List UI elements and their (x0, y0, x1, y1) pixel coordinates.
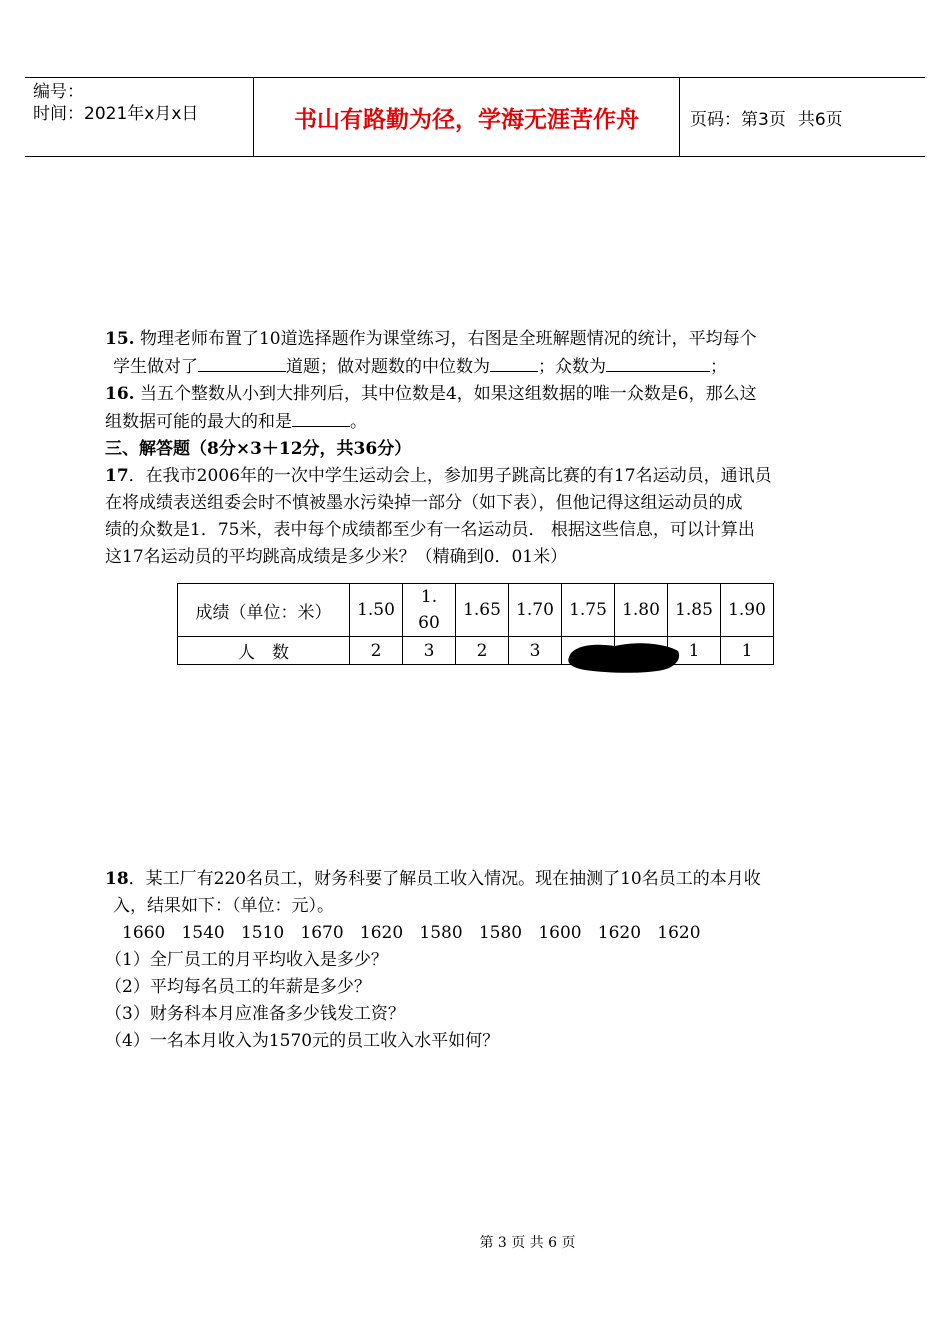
table-cell: 1.85 (668, 584, 721, 637)
number-label: 编号： (33, 82, 84, 102)
table-cell: 1.80 (615, 584, 668, 637)
q18-sub2: （2）平均每名员工的年薪是多少？ (105, 977, 371, 997)
table-cell-wrapped: 1.60 (418, 587, 440, 633)
q15-blank2[interactable] (490, 353, 538, 372)
q15-line1 (105, 326, 850, 353)
q18-text1: ．某工厂有220名员工，财务科要了解员工收入情况。现在抽测了10名员工的本月收 (128, 869, 761, 889)
q16-line2 (105, 408, 850, 436)
section3-title: 三、解答题（8分×3＋12分，共36分） (105, 439, 412, 459)
high-jump-table (177, 583, 774, 665)
table-cell (403, 584, 456, 637)
page-code-prefix: 页码：第3页 (690, 109, 786, 130)
q15-text2b: 道题；做对题数的中位数为 (286, 357, 490, 377)
q15-blank3[interactable] (606, 353, 710, 372)
q17-line4: 这17名运动员的平均跳高成绩是多少米？（精确到0．01米） (105, 547, 568, 567)
q17-line2: 在将成绩表送组委会时不慎被墨水污染掉一部分（如下表），但他记得这组运动员的成 (105, 493, 743, 513)
table-cell: 1.75 (562, 584, 615, 637)
q17-line3: 绩的众数是1．75米，表中每个成绩都至少有一名运动员． 根据这些信息，可以计算出 (105, 520, 755, 540)
q18-sub1: （1）全厂员工的月平均收入是多少？ (105, 950, 388, 970)
header-motto: 书山有路勤为径，学海无涯苦作舟 (254, 78, 680, 156)
q16-blank[interactable] (292, 408, 350, 427)
q16-line1 (105, 381, 850, 408)
q18-sub3: （3）财务科本月应准备多少钱发工资？ (105, 1004, 405, 1024)
q15-line2 (105, 353, 850, 381)
q18-line1 (105, 866, 850, 893)
table-cell: 1.50 (350, 584, 403, 637)
q15-text2d: ； (710, 357, 727, 377)
time-label: 时间：2021年x月x日 (33, 104, 199, 124)
q15-text2a: 学生做对了 (113, 357, 198, 377)
page-footer (0, 1232, 950, 1252)
q15-text1: 物理老师布置了10道选择题作为课堂练习，右图是全班解题情况的统计，平均每个 (139, 329, 757, 349)
header-page-code (680, 78, 925, 156)
table-row-scores (178, 584, 774, 637)
q16-text1: 当五个整数从小到大排列后，其中位数是4，如果这组数据的唯一众数是6，那么这 (139, 384, 757, 404)
q18-block (105, 866, 850, 1055)
q15-text2c: ；众数为 (538, 357, 606, 377)
footer-page-number: 第 3 页 共 6 页 (479, 1235, 576, 1251)
q16-number: 16. (105, 384, 135, 404)
table-cell: 2 (456, 637, 509, 665)
main-content (105, 326, 850, 571)
q18-line2: 入，结果如下：（单位：元）。 (113, 896, 334, 916)
table-header-count: 人 数 (178, 637, 350, 665)
table-cell: 2 (350, 637, 403, 665)
q17-line1 (105, 463, 850, 490)
table-row-counts (178, 637, 774, 665)
q15-blank1[interactable] (198, 353, 286, 372)
table-cell: 1 (721, 637, 774, 665)
table-cell: 1.70 (509, 584, 562, 637)
q18-values: 1660 1540 1510 1670 1620 1580 1580 1600 1620 1620 (122, 923, 701, 943)
q16-text2b: 。 (350, 412, 367, 432)
q18-sub4: （4）一名本月收入为1570元的员工收入水平如何？ (105, 1031, 500, 1051)
table-cell: 1.65 (456, 584, 509, 637)
q17-text1: ．在我市2006年的一次中学生运动会上，参加男子跳高比赛的有17名运动员，通讯员 (128, 466, 772, 486)
table-cell: 1 (668, 637, 721, 665)
table-cell: 3 (403, 637, 456, 665)
table-header-score: 成绩（单位：米） (178, 584, 350, 637)
q18-number: 18 (105, 869, 129, 889)
q15-number: 15. (105, 329, 135, 349)
page-code-total: 共6页 (797, 109, 843, 130)
q17-number: 17 (105, 466, 129, 486)
header-meta (25, 78, 254, 156)
table-cell: 1.90 (721, 584, 774, 637)
q16-text2a: 组数据可能的最大的和是 (105, 412, 292, 432)
page-header (25, 77, 925, 157)
table-cell: 3 (509, 637, 562, 665)
ink-smear-icon (565, 637, 683, 675)
